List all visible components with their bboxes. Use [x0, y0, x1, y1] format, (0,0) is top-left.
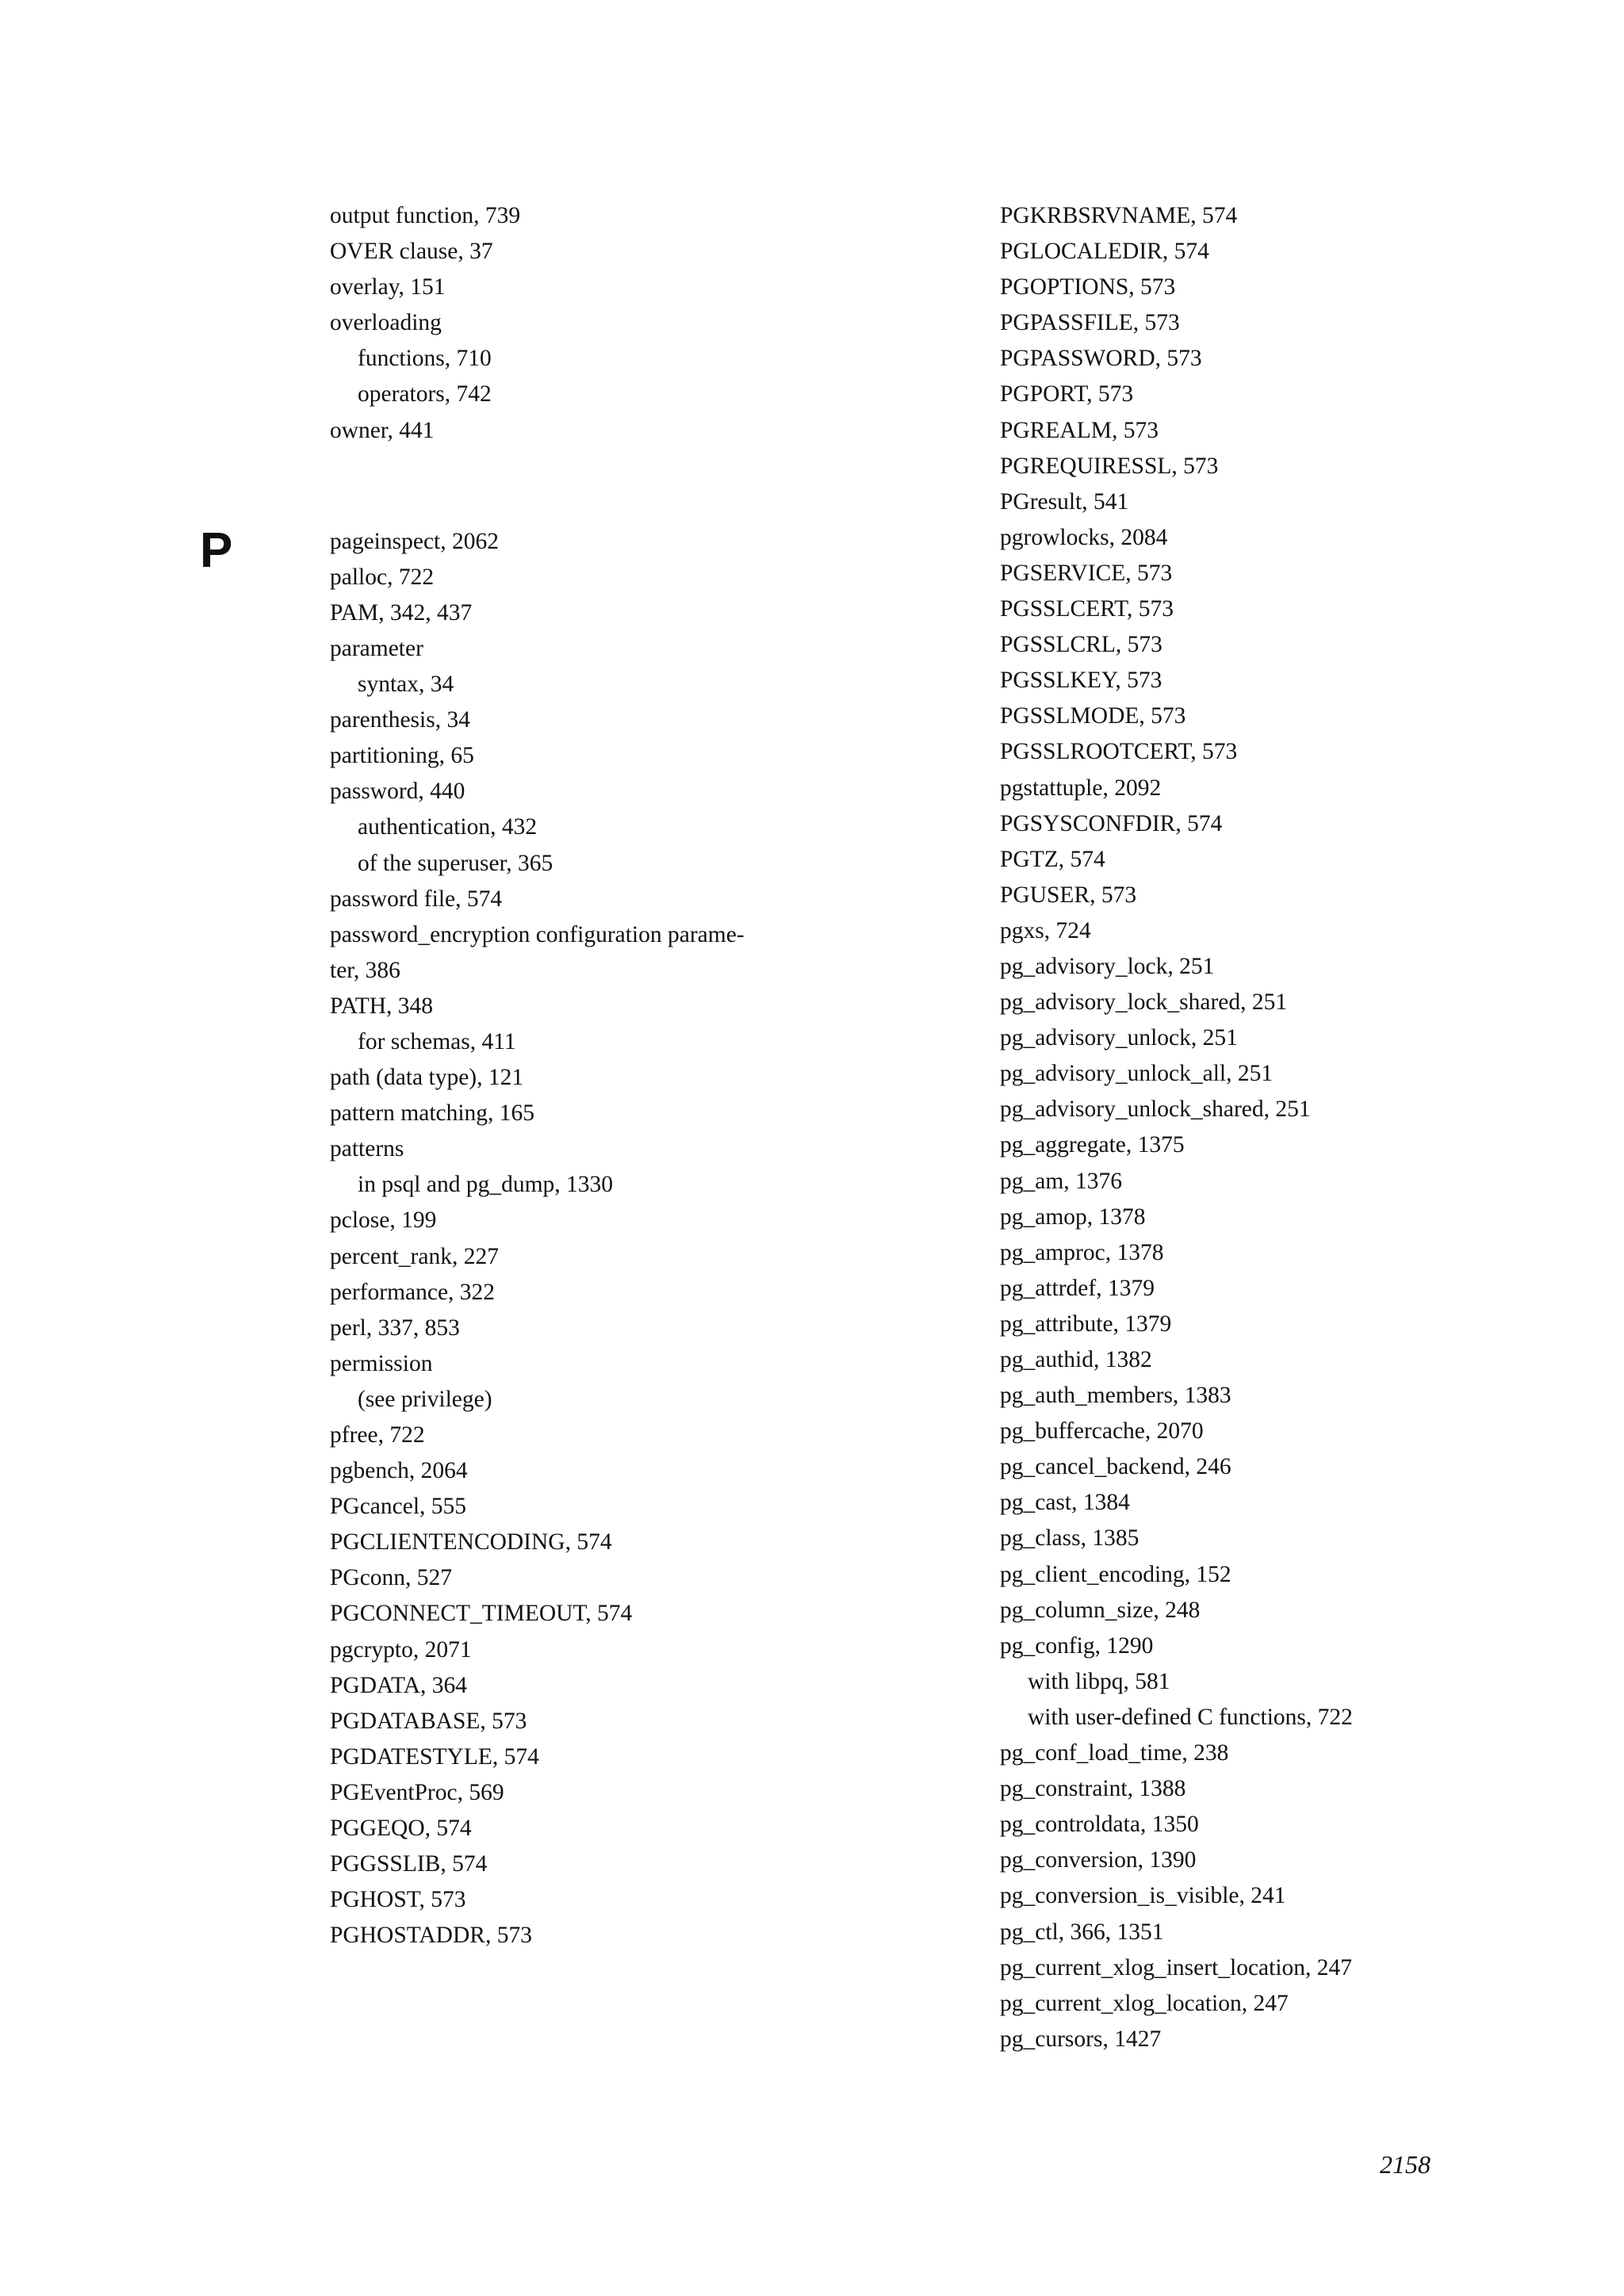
index-entry: pg_auth_members, 1383 — [1000, 1383, 1231, 1409]
index-entry: palloc, 722 — [330, 564, 435, 590]
index-entry: partitioning, 65 — [330, 743, 474, 769]
index-entry: path (data type), 121 — [330, 1065, 524, 1091]
index-entry: pgbench, 2064 — [330, 1458, 468, 1484]
index-entry: pg_am, 1376 — [1000, 1168, 1123, 1194]
section-letter: P — [200, 523, 233, 578]
index-entry: pg_amop, 1378 — [1000, 1203, 1146, 1230]
index-entry: pg_ctl, 366, 1351 — [1000, 1919, 1164, 1945]
index-entry: password_encryption configuration parame- — [330, 921, 745, 947]
index-entry: PGresult, 541 — [1000, 488, 1129, 515]
index-entry: PGconn, 527 — [330, 1565, 453, 1591]
index-subentry: for schemas, 411 — [358, 1028, 516, 1054]
index-entry: PGPASSFILE, 573 — [1000, 310, 1180, 336]
index-entry: pg_constraint, 1388 — [1000, 1776, 1186, 1802]
index-entry: password, 440 — [330, 779, 465, 805]
index-entry: PGREQUIRESSL, 573 — [1000, 453, 1219, 479]
index-entry: PGSSLROOTCERT, 573 — [1000, 739, 1238, 765]
index-entry: PGDATABASE, 573 — [330, 1708, 527, 1734]
index-entry: patterns — [330, 1136, 404, 1162]
index-entry: PGSSLCERT, 573 — [1000, 596, 1174, 622]
index-column-right — [1000, 198, 1624, 2057]
index-entry: pg_aggregate, 1375 — [1000, 1132, 1185, 1158]
index-entry: PGCLIENTENCODING, 574 — [330, 1529, 612, 1556]
index-entry: perl, 337, 853 — [330, 1314, 460, 1341]
index-entry: PATH, 348 — [330, 993, 434, 1019]
index-entry: PGPASSWORD, 573 — [1000, 346, 1202, 372]
index-entry: parenthesis, 34 — [330, 707, 470, 733]
index-entry: PGKRBSRVNAME, 574 — [1000, 203, 1238, 228]
index-entry: pattern matching, 165 — [330, 1100, 535, 1127]
index-entry: pageinspect, 2062 — [330, 528, 499, 554]
index-entry: PGSYSCONFDIR, 574 — [1000, 810, 1223, 836]
index-entry: pg_conversion, 1390 — [1000, 1847, 1197, 1873]
index-entry: PGREALM, 573 — [1000, 417, 1159, 443]
index-subentry: with libpq, 581 — [1028, 1668, 1170, 1694]
index-column-left — [330, 198, 980, 1954]
index-entry: pclose, 199 — [330, 1207, 437, 1234]
index-entry: pg_buffercache, 2070 — [1000, 1418, 1204, 1445]
index-entry: pg_cast, 1384 — [1000, 1490, 1130, 1516]
index-entry: permission — [330, 1350, 433, 1376]
index-entry: pg_advisory_unlock, 251 — [1000, 1025, 1238, 1051]
index-entry: pgcrypto, 2071 — [330, 1636, 472, 1663]
index-entry: PGOPTIONS, 573 — [1000, 274, 1176, 300]
index-entry: PGcancel, 555 — [330, 1494, 467, 1520]
index-entry: pg_amproc, 1378 — [1000, 1239, 1164, 1265]
index-entry: PGEventProc, 569 — [330, 1779, 504, 1805]
index-entry: pgstattuple, 2092 — [1000, 775, 1162, 801]
index-entry: PGSSLCRL, 573 — [1000, 632, 1162, 658]
index-entry: PGHOST, 573 — [330, 1887, 466, 1913]
index-entry: pg_advisory_lock_shared, 251 — [1000, 989, 1288, 1016]
index-entry: pg_advisory_lock, 251 — [1000, 953, 1215, 979]
index-entry: PAM, 342, 437 — [330, 599, 473, 626]
index-entry: pg_current_xlog_insert_location, 247 — [1000, 1954, 1353, 1980]
index-subentry: authentication, 432 — [358, 814, 538, 840]
index-subentry: of the superuser, 365 — [358, 850, 553, 876]
index-entry: PGPORT, 573 — [1000, 381, 1134, 408]
index-entry: pg_conversion_is_visible, 241 — [1000, 1883, 1286, 1909]
index-entry: performance, 322 — [330, 1279, 496, 1305]
index-entry: pg_cancel_backend, 246 — [1000, 1454, 1231, 1480]
index-entry: output function, 739 — [330, 203, 521, 228]
index-entry: PGDATA, 364 — [330, 1672, 468, 1698]
index-subentry: functions, 710 — [358, 346, 492, 372]
index-entry: PGDATESTYLE, 574 — [330, 1743, 539, 1770]
index-subentry: in psql and pg_dump, 1330 — [358, 1172, 614, 1198]
index-entry: pg_attribute, 1379 — [1000, 1311, 1172, 1337]
index-entry: PGGEQO, 574 — [330, 1816, 472, 1842]
index-entry: percent_rank, 227 — [330, 1243, 499, 1269]
index-entry: pg_conf_load_time, 238 — [1000, 1740, 1229, 1766]
index-entry: owner, 441 — [330, 417, 435, 443]
index-entry: PGSERVICE, 573 — [1000, 560, 1173, 586]
index-entry: pgrowlocks, 2084 — [1000, 524, 1168, 550]
index-entry: pg_config, 1290 — [1000, 1632, 1154, 1659]
index-entry: pg_controldata, 1350 — [1000, 1812, 1199, 1838]
index-entry: pg_advisory_unlock_shared, 251 — [1000, 1096, 1311, 1123]
index-subentry: (see privilege) — [358, 1386, 492, 1412]
index-entry: overloading — [330, 310, 442, 336]
index-entry: PGSSLKEY, 573 — [1000, 668, 1162, 694]
index-entry: pg_current_xlog_location, 247 — [1000, 1990, 1289, 2016]
index-entry: password file, 574 — [330, 886, 503, 912]
index-entry: ter, 386 — [330, 957, 400, 983]
index-entry: parameter — [330, 635, 423, 661]
index-entry: PGHOSTADDR, 573 — [330, 1923, 532, 1949]
index-entry: pg_authid, 1382 — [1000, 1347, 1152, 1372]
index-entry: PGGSSLIB, 574 — [330, 1851, 488, 1877]
index-entry: pg_attrdef, 1379 — [1000, 1275, 1155, 1301]
index-entry: pfree, 722 — [330, 1422, 425, 1448]
index-entry: pg_advisory_unlock_all, 251 — [1000, 1061, 1274, 1087]
index-entry: PGTZ, 574 — [1000, 846, 1105, 872]
index-entry: pg_column_size, 248 — [1000, 1597, 1201, 1623]
index-entry: pg_client_encoding, 152 — [1000, 1561, 1231, 1587]
index-entry: PGSSLMODE, 573 — [1000, 703, 1186, 729]
page-number: 2158 — [1380, 2150, 1431, 2179]
index-entry: PGLOCALEDIR, 574 — [1000, 239, 1209, 265]
index-entry: PGUSER, 573 — [1000, 882, 1137, 908]
index-entry: OVER clause, 37 — [330, 239, 493, 265]
index-subentry: syntax, 34 — [358, 672, 454, 698]
index-subentry: operators, 742 — [358, 381, 492, 408]
index-subentry: with user-defined C functions, 722 — [1028, 1704, 1353, 1730]
index-entry: overlay, 151 — [330, 274, 446, 300]
index-entry: pg_cursors, 1427 — [1000, 2026, 1162, 2052]
index-entry: pgxs, 724 — [1000, 917, 1091, 943]
index-entry: pg_class, 1385 — [1000, 1525, 1139, 1552]
index-entry: PGCONNECT_TIMEOUT, 574 — [330, 1601, 633, 1627]
